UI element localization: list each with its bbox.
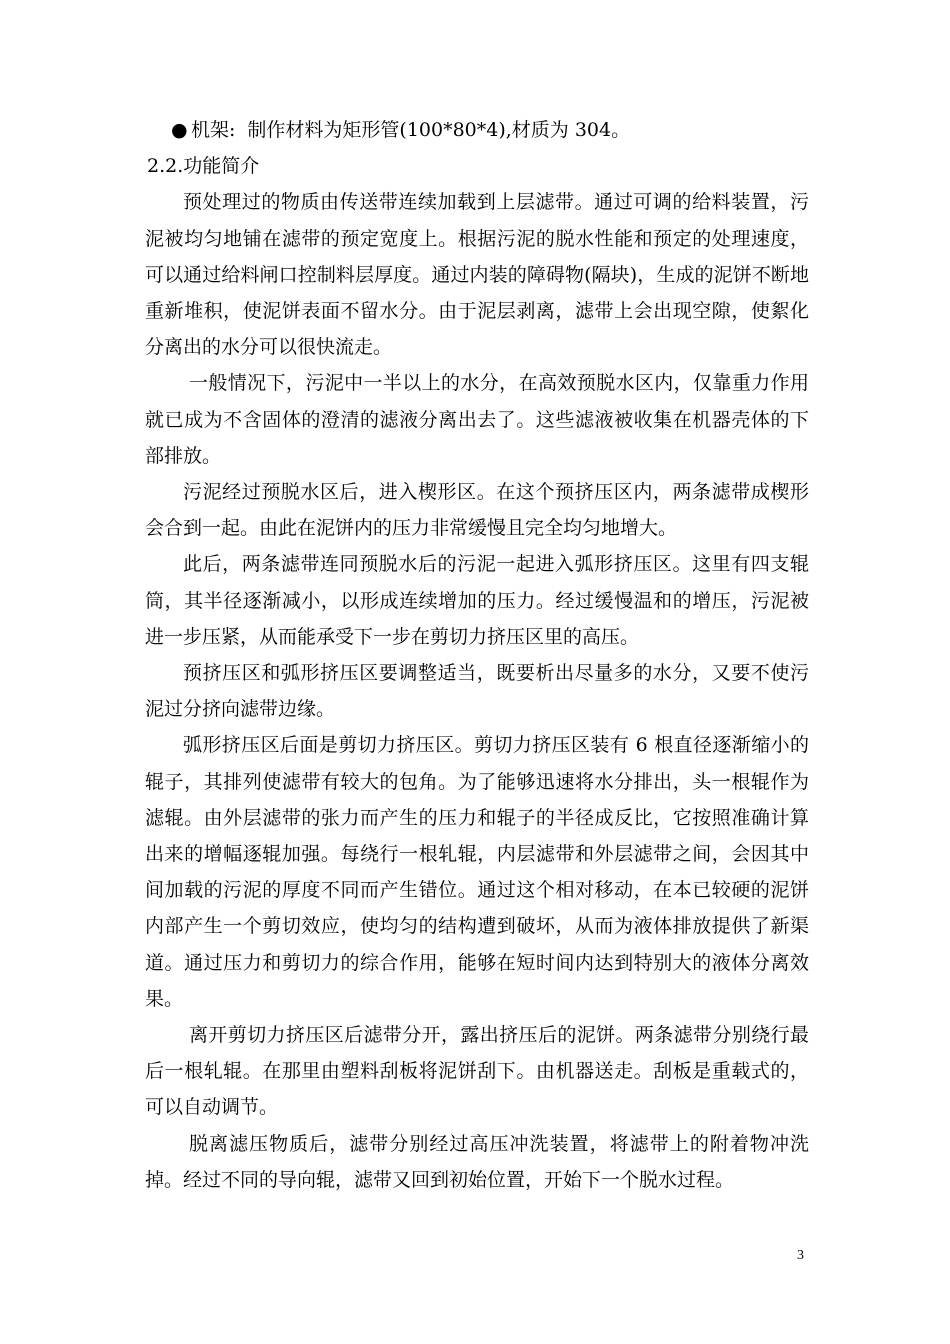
paragraph-7: 离开剪切力挤压区后滤带分开，露出挤压后的泥饼。两条滤带分别绕行最后一根轧辊。在那里由塑料刮板将泥饼刮下。由机器送走。刮板是重载式的，可以自动调节。 <box>145 1024 809 1119</box>
paragraph-5: 预挤压区和弧形挤压区要调整适当，既要析出尽量多的水分，又要不使污泥过分挤向滤带边缘。 <box>145 662 809 721</box>
paragraph-2: 一般情况下，污泥中一半以上的水分，在高效预脱水区内，仅靠重力作用就已成为不含固体的澄清的滤液分离出去了。这些滤液被收集在机器壳体的下部排放。 <box>145 372 809 467</box>
bullet-text: 制作材料为矩形管(100*80*4),材质为 304。 <box>247 119 631 141</box>
paragraph-1: 预处理过的物质由传送带连续加载到上层滤带。通过可调的给料装置，污泥被均匀地铺在滤带的预定宽度上。根据污泥的脱水性能和预定的处理速度，可以通过给料闸口控制料层厚度。通过内装的障碍物(隔块)，生成的泥饼不断地重新堆积，使泥饼表面不留水分。由于泥层剥离，滤带上会出现空隙，使絮化分离出的水分可以很快流走。 <box>145 191 809 359</box>
document-body <box>145 112 809 1198</box>
paragraph-3: 污泥经过预脱水区后，进入楔形区。在这个预挤压区内，两条滤带成楔形会合到一起。由此在泥饼内的压力非常缓慢且完全均匀地增大。 <box>145 481 809 540</box>
paragraph-4: 此后，两条滤带连同预脱水后的污泥一起进入弧形挤压区。这里有四支辊筒，其半径逐渐减小，以形成连续增加的压力。经过缓慢温和的增压，污泥被进一步压紧，从而能承受下一步在剪切力挤压区里的高压。 <box>145 553 809 648</box>
bullet-dot-icon: ● <box>171 119 188 141</box>
bullet-item-frame <box>171 112 809 148</box>
page-number: 3 <box>797 1248 804 1263</box>
bullet-label: 机架: <box>191 119 236 141</box>
paragraph-8: 脱离滤压物质后，滤带分别经过高压冲洗装置，将滤带上的附着物冲洗掉。经过不同的导向辊，滤带又回到初始位置，开始下一个脱水过程。 <box>145 1132 809 1191</box>
section-heading: 2.2.功能简介 <box>147 155 260 178</box>
paragraph-6: 弧形挤压区后面是剪切力挤压区。剪切力挤压区装有 6 根直径逐渐缩小的辊子，其排列使滤带有较大的包角。为了能够迅速将水分排出，头一根辊作为滤辊。由外层滤带的张力而产生的压力和辊子的半径成反比，它按照准确计算出来的增幅逐辊加强。每绕行一根轧辊，内层滤带和外层滤带之间，会因其中间加载的污泥的厚度不同而产生错位。通过这个相对移动，在本已较硬的泥饼内部产生一个剪切效应，使均匀的结构遭到破坏，从而为液体排放提供了新渠道。通过压力和剪切力的综合作用，能够在短时间内达到特别大的液体分离效果。 <box>145 734 809 1010</box>
